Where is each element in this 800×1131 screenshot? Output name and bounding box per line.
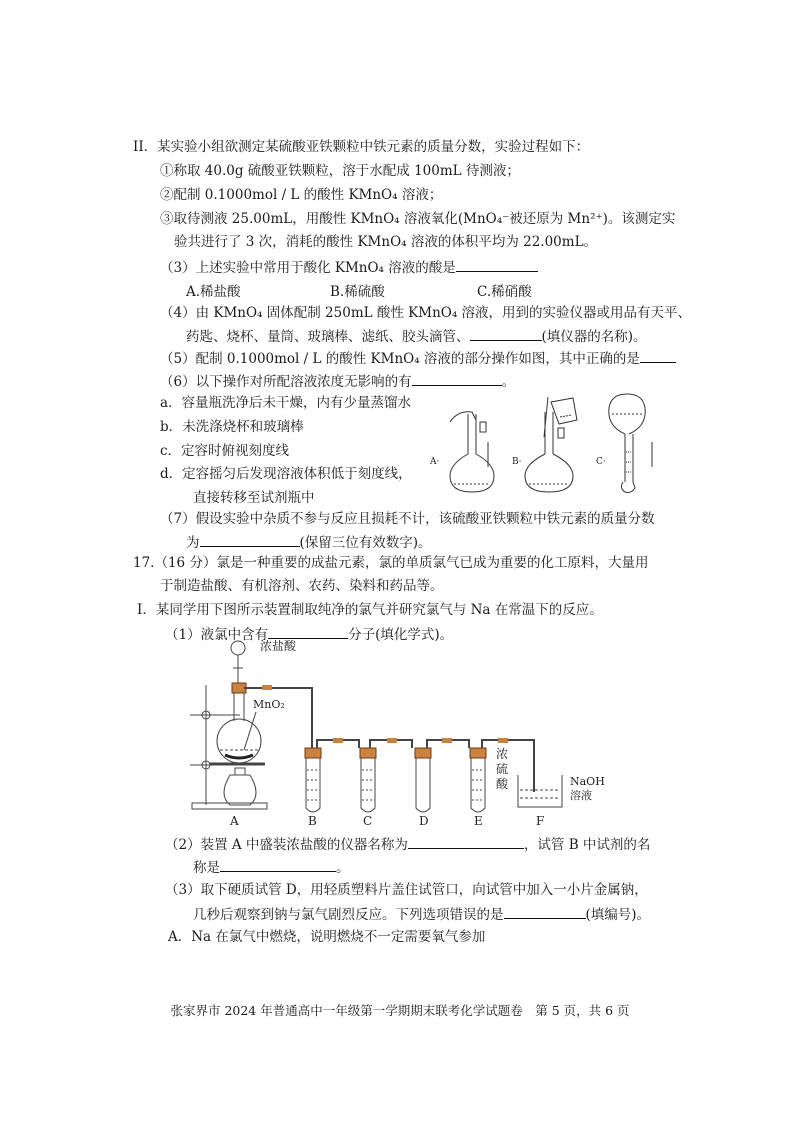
test-tube-c-icon	[360, 748, 376, 812]
answer-blank[interactable]	[470, 326, 542, 341]
question-17-intro-cont: 于制造盐酸、有机溶剂、农药、染料和药品等。	[160, 578, 444, 594]
label-mno2: MnO₂	[253, 698, 285, 711]
answer-blank[interactable]	[412, 371, 502, 386]
label-naoh-1: NaOH	[570, 775, 605, 788]
question-7-suffix: (保留三位有效数字)。	[299, 535, 432, 551]
test-tube-b-icon	[305, 748, 321, 812]
question-6-text: （6）以下操作对所配溶液浓度无影响的有	[160, 374, 412, 390]
step-1: ①称取 40.0g 硫酸亚铁颗粒，溶于水配成 100mL 待测液；	[160, 163, 520, 179]
answer-blank[interactable]	[220, 857, 336, 872]
step-3: ③取待测液 25.00mL，用酸性 KMnO₄ 溶液氧化(MnO₄⁻被还原为 Mn²⁺)。该测定实	[160, 211, 676, 227]
question-6-suffix: 。	[501, 374, 516, 390]
label-naoh-2: 溶液	[570, 789, 592, 802]
question-17-1-suffix: 分子(填化学式)。	[348, 627, 454, 643]
question-17-3-cont	[193, 904, 650, 924]
question-4-cont	[186, 326, 647, 346]
question-4-text: 药匙、烧杯、量筒、玻璃棒、滤纸、胶头滴管、	[186, 329, 470, 345]
step-3-cont: 验共进行了 3 次，消耗的酸性 KMnO₄ 溶液的体积平均为 22.00mL。	[174, 234, 598, 250]
question-17-1-text: （1）液氯中含有	[165, 627, 269, 643]
chlorine-apparatus-diagram	[180, 640, 620, 830]
answer-blank[interactable]	[456, 257, 538, 272]
option-b: B.稀硫酸	[330, 284, 385, 300]
label-f: F	[536, 814, 545, 828]
part2-intro: II．某实验小组欲测定某硫酸亚铁颗粒中铁元素的质量分数，实验过程如下：	[133, 139, 590, 155]
question-7-text: 为	[186, 535, 200, 551]
test-tube-e-icon	[470, 748, 486, 812]
label-h2so4-2: 硫	[496, 762, 509, 776]
question-17-2b-text: 称是	[193, 860, 220, 876]
option-d-item-cont: 直接转移至试剂瓶中	[193, 490, 315, 506]
question-17-2-text: （2）装置 A 中盛装浓盐酸的仪器名称为	[165, 837, 408, 853]
question-17-intro: 17.（16 分）氯是一种重要的成盐元素，氯的单质氯气已成为重要的化工原料，大量用	[133, 555, 649, 571]
option-b-item: b．未洗涤烧杯和玻璃棒	[160, 419, 304, 435]
part-1-intro: Ⅰ．某同学用下图所示装置制取纯净的氯气并研究氯气与 Na 在常温下的反应。	[137, 602, 603, 618]
answer-blank[interactable]	[408, 834, 524, 849]
question-3-text: （3）上述实验中常用于酸化 KMnO₄ 溶液的酸是	[160, 260, 456, 276]
label-b: B	[308, 814, 317, 828]
figure-label-c: C·	[596, 457, 606, 467]
option-a-statement: A．Na 在氯气中燃烧，说明燃烧不一定需要氧气参加	[168, 929, 486, 945]
page-footer: 张家界市 2024 年普通高中一年级第一学期期末联考化学试题卷 第 5 页，共 6 页	[170, 1003, 630, 1018]
question-4-suffix: (填仪器的名称)。	[541, 329, 647, 345]
label-hcl: 浓盐酸	[260, 640, 297, 653]
answer-blank[interactable]	[268, 624, 348, 639]
flask-c-icon	[609, 394, 652, 493]
answer-blank[interactable]	[504, 904, 586, 919]
step-2: ②配制 0.1000mol / L 的酸性 KMnO₄ 溶液；	[160, 187, 443, 203]
option-a-item: a．容量瓶洗净后未干燥，内有少量蒸馏水	[160, 395, 412, 411]
question-4: （4）由 KMnO₄ 固体配制 250mL 酸性 KMnO₄ 溶液，用到的实验仪器或用品有天平、	[160, 305, 692, 321]
question-5-text: （5）配制 0.1000mol / L 的酸性 KMnO₄ 溶液的部分操作如图，其中正确的是	[160, 351, 640, 367]
label-d: D	[419, 814, 429, 828]
question-17-2b-suffix: 。	[336, 860, 350, 876]
beaker-f-icon	[518, 775, 562, 807]
label-c: C	[363, 814, 373, 828]
separatory-funnel-icon	[231, 641, 245, 683]
label-h2so4-3: 酸	[496, 777, 509, 791]
option-c-item: c．定容时俯视刻度线	[160, 443, 290, 459]
label-a: A	[230, 814, 239, 828]
question-5	[160, 348, 676, 368]
test-tube-d-icon	[415, 748, 431, 812]
question-17-2	[165, 834, 650, 854]
option-d-item: d．定容摇匀后发现溶液体积低于刻度线，	[160, 466, 412, 482]
flask-a-icon	[450, 412, 494, 492]
question-17-3-suffix: (填编号)。	[585, 907, 651, 923]
question-7: （7）假设实验中杂质不参与反应且损耗不计，该硫酸亚铁颗粒中铁元素的质量分数	[160, 511, 655, 527]
option-c: C.稀硝酸	[477, 284, 532, 300]
question-17-3: （3）取下硬质试管 D，用轻质塑料片盖住试管口，向试管中加入一小片金属钠，	[165, 882, 648, 898]
option-a: A.稀盐酸	[186, 284, 241, 300]
question-7-cont	[186, 532, 432, 552]
volumetric-flask-figure	[420, 392, 680, 502]
question-3	[160, 257, 538, 277]
question-17-3-text: 几秒后观察到钠与氯气剧烈反应。下列选项错误的是	[193, 907, 504, 923]
answer-blank[interactable]	[640, 348, 676, 363]
flask-b-icon	[525, 397, 577, 492]
label-e: E	[474, 814, 483, 828]
question-6	[160, 371, 515, 391]
label-h2so4-1: 浓	[496, 747, 509, 761]
answer-blank[interactable]	[200, 532, 300, 547]
question-17-2-cont	[193, 857, 350, 877]
question-17-2-suffix: ，试管 B 中试剂的名	[523, 837, 651, 853]
figure-label-a: A·	[430, 457, 440, 467]
figure-label-b: B·	[512, 457, 522, 467]
